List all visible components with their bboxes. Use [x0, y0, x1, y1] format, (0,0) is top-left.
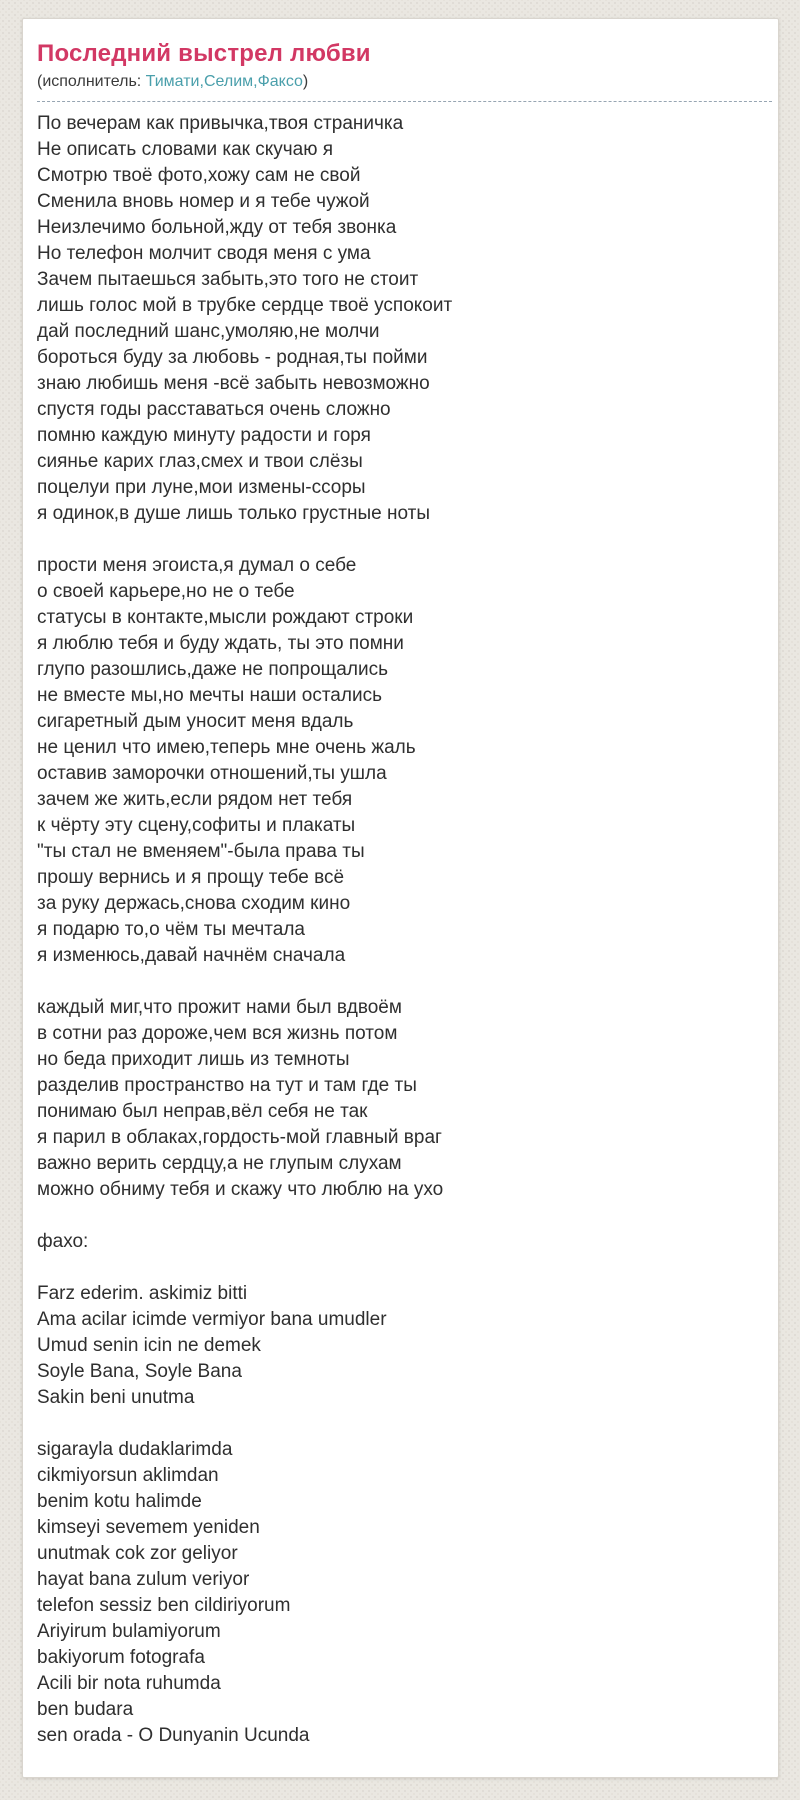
lyrics-stanza	[37, 553, 772, 969]
lyrics-line: сиянье карих глаз,смех и твои слёзы	[37, 451, 363, 472]
lyrics-line: sen orada - O Dunyanin Ucunda	[37, 1725, 310, 1746]
lyrics-stanza	[37, 1229, 772, 1255]
lyrics-line: прошу вернись и я прощу тебе всё	[37, 867, 345, 888]
song-header	[37, 39, 772, 102]
lyrics-line: но беда приходит лишь из темноты	[37, 1049, 350, 1070]
lyrics-line: к чёрту эту сцену,софиты и плакаты	[37, 815, 356, 836]
lyrics-line: unutmak cok zor geliyor	[37, 1543, 238, 1564]
lyrics-line: прости меня эгоиста,я думал о себе	[37, 555, 357, 576]
lyrics-card	[22, 18, 779, 1778]
lyrics-stanza	[37, 111, 772, 527]
lyrics-line: сигаретный дым уносит меня вдаль	[37, 711, 354, 732]
lyrics-line: hayat bana zulum veriyor	[37, 1569, 250, 1590]
artist-label-prefix: (исполнитель:	[37, 73, 146, 90]
lyrics-line: Сменила вновь номер и я тебе чужой	[37, 191, 370, 212]
lyrics-line: я парил в облаках,гордость-мой главный враг	[37, 1127, 442, 1148]
lyrics-line: бороться буду за любовь - родная,ты пойми	[37, 347, 428, 368]
lyrics-line: kimseyi sevemem yeniden	[37, 1517, 260, 1538]
lyrics-line: Но телефон молчит сводя меня с ума	[37, 243, 371, 264]
lyrics-text	[37, 111, 772, 1749]
lyrics-line: Ariyirum bulamiyorum	[37, 1621, 221, 1642]
lyrics-stanza	[37, 1437, 772, 1749]
lyrics-line: Umud senin icin ne demek	[37, 1335, 261, 1356]
lyrics-line: в сотни раз дороже,чем вся жизнь потом	[37, 1023, 398, 1044]
lyrics-line: я одинок,в душе лишь только грустные ноты	[37, 503, 430, 524]
lyrics-line: Смотрю твоё фото,хожу сам не свой	[37, 165, 361, 186]
lyrics-line: cikmiyorsun aklimdan	[37, 1465, 219, 1486]
lyrics-line: Зачем пытаешься забыть,это того не стоит	[37, 269, 419, 290]
lyrics-line: Acili bir nota ruhumda	[37, 1673, 221, 1694]
lyrics-line: не вместе мы,но мечты наши остались	[37, 685, 382, 706]
lyrics-line: оставив заморочки отношений,ты ушла	[37, 763, 387, 784]
lyrics-line: benim kotu halimde	[37, 1491, 202, 1512]
lyrics-line: я люблю тебя и буду ждать, ты это помни	[37, 633, 404, 654]
lyrics-line: Ama acilar icimde vermiyor bana umudler	[37, 1309, 387, 1330]
lyrics-line: фахо:	[37, 1231, 89, 1252]
lyrics-line: можно обниму тебя и скажу что люблю на ухо	[37, 1179, 444, 1200]
lyrics-line: bakiyorum fotografa	[37, 1647, 205, 1668]
lyrics-line: sigarayla dudaklarimda	[37, 1439, 233, 1460]
artist-label-suffix: )	[302, 73, 309, 90]
lyrics-line: каждый миг,что прожит нами был вдвоём	[37, 997, 402, 1018]
lyrics-line: дай последний шанс,умоляю,не молчи	[37, 321, 380, 342]
lyrics-line: я подарю то,о чём ты мечтала	[37, 919, 305, 940]
lyrics-line: важно верить сердцу,а не глупым слухам	[37, 1153, 402, 1174]
artist-line	[37, 72, 772, 92]
lyrics-line: По вечерам как привычка,твоя страничка	[37, 113, 404, 134]
lyrics-line: знаю любишь меня -всё забыть невозможно	[37, 373, 430, 394]
lyrics-line: помню каждую минуту радости и горя	[37, 425, 371, 446]
lyrics-line: Sakin beni unutma	[37, 1387, 195, 1408]
lyrics-line: статусы в контакте,мысли рождают строки	[37, 607, 414, 628]
lyrics-line: я изменюсь,давай начнём сначала	[37, 945, 346, 966]
lyrics-line: о своей карьере,но не о тебе	[37, 581, 295, 602]
lyrics-line: спустя годы расставаться очень сложно	[37, 399, 391, 420]
lyrics-line: "ты стал не вменяем"-была права ты	[37, 841, 365, 862]
lyrics-line: лишь голос мой в трубке сердце твоё успокоит	[37, 295, 453, 316]
artist-link[interactable]: Тимати,Селим,Факсо	[145, 73, 303, 90]
lyrics-stanza	[37, 1281, 772, 1411]
lyrics-stanza	[37, 995, 772, 1203]
lyrics-line: не ценил что имею,теперь мне очень жаль	[37, 737, 416, 758]
lyrics-line: поцелуи при луне,мои измены-ссоры	[37, 477, 366, 498]
lyrics-line: зачем же жить,если рядом нет тебя	[37, 789, 353, 810]
lyrics-line: понимаю был неправ,вёл себя не так	[37, 1101, 368, 1122]
lyrics-line: за руку держась,снова сходим кино	[37, 893, 351, 914]
lyrics-line: Farz ederim. askimiz bitti	[37, 1283, 248, 1304]
song-title: Последний выстрел любви	[37, 40, 371, 67]
lyrics-line: ben budara	[37, 1699, 134, 1720]
lyrics-line: Soyle Bana, Soyle Bana	[37, 1361, 242, 1382]
lyrics-line: глупо разошлись,даже не попрощались	[37, 659, 388, 680]
lyrics-line: Неизлечимо больной,жду от тебя звонка	[37, 217, 397, 238]
lyrics-line: Не описать словами как скучаю я	[37, 139, 334, 160]
lyrics-line: разделив пространство на тут и там где ты	[37, 1075, 417, 1096]
lyrics-line: telefon sessiz ben cildiriyorum	[37, 1595, 291, 1616]
